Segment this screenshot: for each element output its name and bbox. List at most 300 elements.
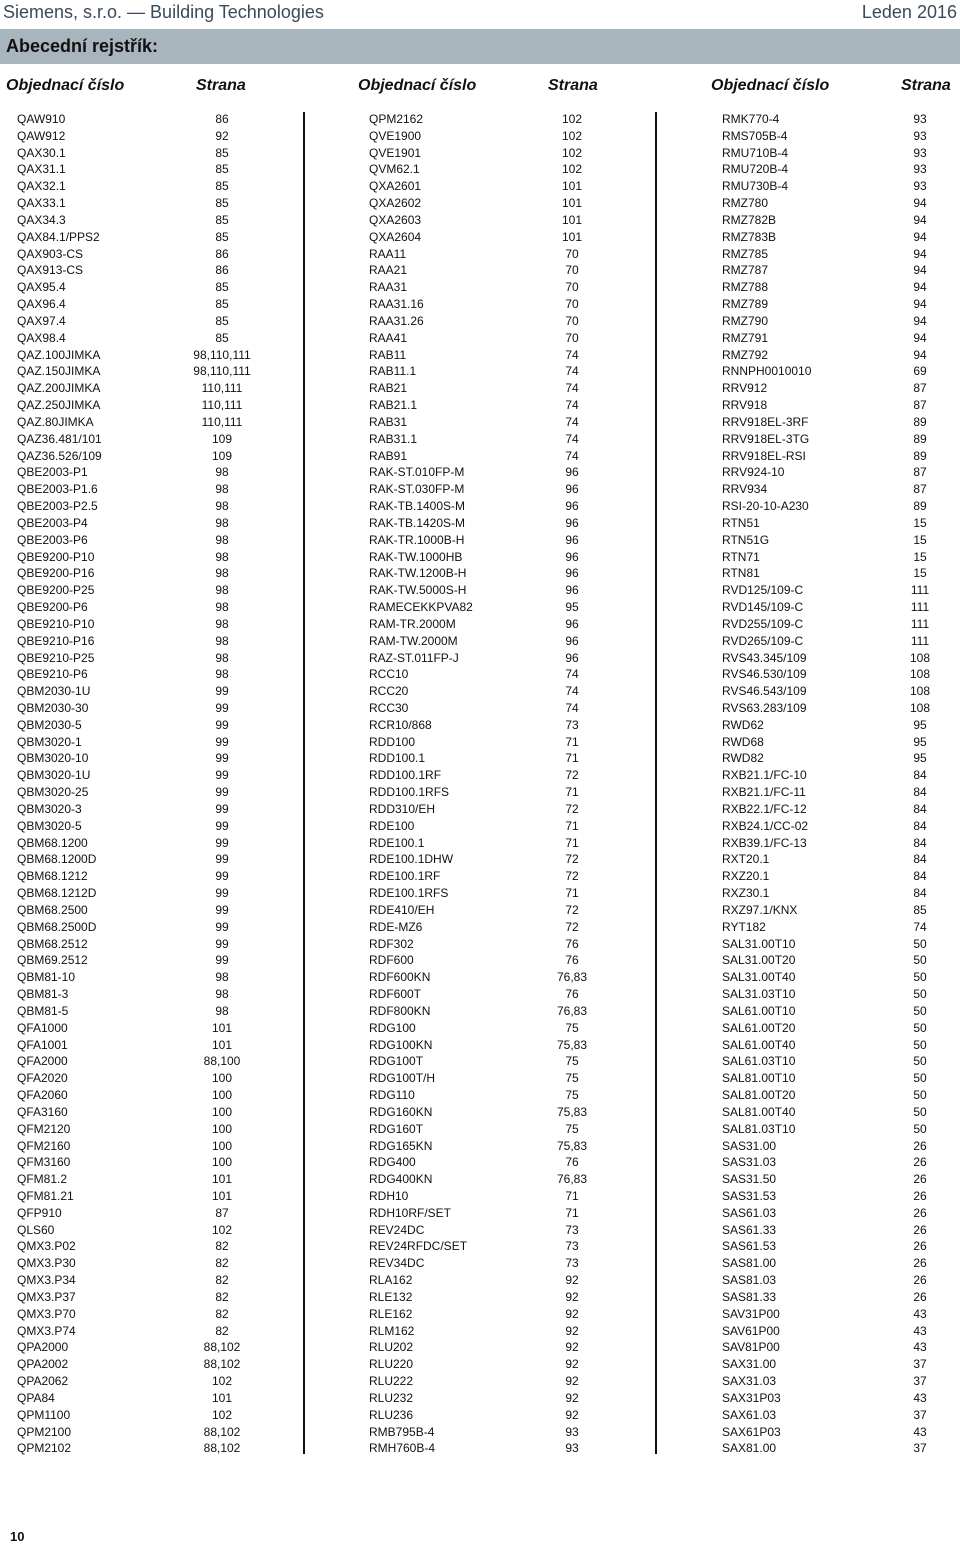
- order-number: QAX31.1: [17, 162, 66, 177]
- list-item: [722, 1003, 960, 1020]
- order-number: QBM3020-3: [17, 801, 82, 816]
- order-number: RTN71: [722, 549, 760, 564]
- list-item: [722, 464, 960, 481]
- list-item: [722, 380, 960, 397]
- page-reference: 84: [913, 852, 927, 867]
- order-number: RMU710B-4: [722, 145, 789, 160]
- list-item: [369, 481, 609, 498]
- page-reference: 108: [909, 684, 931, 699]
- order-number: QBM68.1200D: [17, 852, 97, 867]
- list-item: [17, 969, 257, 986]
- list-item: [17, 1104, 257, 1121]
- list-item: [722, 1138, 960, 1155]
- page-reference: 74: [565, 667, 579, 682]
- page-reference: 98: [215, 970, 229, 985]
- order-number: QAX32.1: [17, 179, 66, 194]
- order-number: QBE2003-P6: [17, 532, 88, 547]
- order-number: RMZ789: [722, 297, 769, 312]
- order-number: RAZ-ST.011FP-J: [369, 650, 459, 665]
- list-item: [17, 1356, 257, 1373]
- page-reference: 85: [215, 196, 229, 211]
- list-item: [17, 464, 257, 481]
- page-reference: 99: [215, 936, 229, 951]
- page-reference: 98: [215, 549, 229, 564]
- order-number: RDG160T: [369, 1121, 424, 1136]
- order-number: QFM2160: [17, 1138, 71, 1153]
- page-reference: 93: [565, 1424, 579, 1439]
- list-item: [369, 229, 609, 246]
- order-number: QBM2030-30: [17, 700, 89, 715]
- order-number: RWD68: [722, 734, 764, 749]
- page-reference: 93: [565, 1441, 579, 1456]
- list-item: [17, 347, 257, 364]
- list-item: [369, 633, 609, 650]
- list-item: [17, 717, 257, 734]
- order-number: RDG100T: [369, 1054, 424, 1069]
- list-item: [722, 128, 960, 145]
- list-item: [17, 1339, 257, 1356]
- page-reference: 71: [565, 751, 579, 766]
- page-reference: 108: [909, 650, 931, 665]
- order-number: QAX95.4: [17, 280, 66, 295]
- list-item: [369, 262, 609, 279]
- list-item: [722, 885, 960, 902]
- list-item: [722, 750, 960, 767]
- order-number: SAS31.53: [722, 1189, 777, 1203]
- page-reference: 37: [913, 1374, 927, 1389]
- order-number: RVD145/109-C: [722, 600, 804, 615]
- page-reference: 102: [211, 1222, 233, 1237]
- list-item: [722, 195, 960, 212]
- list-item: [722, 818, 960, 835]
- order-number: REV24DC: [369, 1222, 425, 1237]
- list-item: [722, 1323, 960, 1340]
- page-reference: 99: [215, 886, 229, 901]
- order-number: RAK-TW.5000S-H: [369, 583, 467, 598]
- order-number: RLM162: [369, 1323, 415, 1338]
- order-number: QBM68.1200: [17, 835, 88, 850]
- order-number: RLA162: [369, 1273, 413, 1288]
- list-item: [722, 1053, 960, 1070]
- page-reference: 96: [565, 583, 579, 598]
- page-reference: 99: [215, 869, 229, 884]
- page-reference: 50: [913, 1071, 927, 1086]
- list-item: [369, 919, 609, 936]
- list-item: [722, 498, 960, 515]
- page-reference: 74: [565, 431, 579, 446]
- order-number: QXA2602: [369, 196, 422, 211]
- list-item: [369, 717, 609, 734]
- page-reference: 93: [913, 179, 927, 194]
- page-reference: 99: [215, 902, 229, 917]
- list-item: [722, 700, 960, 717]
- page-reference: 92: [565, 1289, 579, 1304]
- list-item: [369, 986, 609, 1003]
- page-reference: 87: [215, 1205, 229, 1220]
- order-number: SAL81.00T20: [722, 1088, 796, 1103]
- order-number: QBM2030-1U: [17, 684, 91, 699]
- order-number: SAS61.33: [722, 1222, 777, 1237]
- page-reference: 71: [565, 1189, 579, 1203]
- order-number: RDG160KN: [369, 1104, 433, 1119]
- list-item: [17, 431, 257, 448]
- list-item: [722, 683, 960, 700]
- order-number: RVD255/109-C: [722, 616, 804, 631]
- list-item: [17, 515, 257, 532]
- page-reference: 85: [215, 212, 229, 227]
- list-item: [722, 801, 960, 818]
- list-item: [17, 363, 257, 380]
- list-item: [722, 481, 960, 498]
- page-reference: 85: [215, 179, 229, 194]
- page-reference: 82: [215, 1239, 229, 1254]
- order-number: RCC20: [369, 684, 409, 699]
- list-item: [369, 565, 609, 582]
- order-number: QAZ.150JIMKA: [17, 364, 101, 379]
- page-reference: 98: [215, 499, 229, 514]
- page-reference: 101: [211, 1020, 233, 1035]
- page-reference: 50: [913, 987, 927, 1002]
- order-number: RDD100.1RFS: [369, 785, 450, 800]
- page-reference: 87: [913, 465, 927, 480]
- page-reference: 75: [565, 1121, 579, 1136]
- page-reference: 92: [565, 1273, 579, 1288]
- page-reference: 86: [215, 263, 229, 278]
- page-reference: 101: [561, 179, 583, 194]
- page-reference: 102: [561, 145, 583, 160]
- page-reference: 94: [913, 280, 927, 295]
- column-header-code-3: Objednací číslo: [711, 77, 830, 94]
- page-reference: 71: [565, 785, 579, 800]
- list-item: [17, 986, 257, 1003]
- order-number: RDG400: [369, 1155, 416, 1170]
- index-column-2: [369, 111, 609, 1457]
- order-number: QMX3.P70: [17, 1306, 76, 1321]
- order-number: QFM81.2: [17, 1172, 68, 1187]
- list-item: [369, 279, 609, 296]
- page-reference: 96: [565, 633, 579, 648]
- list-item: [722, 1390, 960, 1407]
- page-reference: 82: [215, 1256, 229, 1271]
- order-number: QAX34.3: [17, 212, 66, 227]
- list-item: [17, 481, 257, 498]
- order-number: RMS705B-4: [722, 128, 788, 143]
- page-reference: 102: [561, 128, 583, 143]
- list-item: [17, 246, 257, 263]
- list-item: [722, 650, 960, 667]
- page-reference: 85: [215, 313, 229, 328]
- list-item: [722, 734, 960, 751]
- page-reference: 75: [565, 1020, 579, 1035]
- order-number: QBM69.2512: [17, 953, 88, 968]
- list-item: [17, 784, 257, 801]
- page-reference: 88,102: [203, 1340, 241, 1355]
- order-number: SAS31.00: [722, 1138, 777, 1153]
- order-number: QAZ.100JIMKA: [17, 347, 101, 362]
- order-number: RDF600KN: [369, 970, 431, 985]
- list-item: [722, 835, 960, 852]
- page-reference: 50: [913, 1020, 927, 1035]
- order-number: RDE-MZ6: [369, 919, 423, 934]
- list-item: [369, 161, 609, 178]
- list-item: [369, 582, 609, 599]
- page-reference: 85: [215, 297, 229, 312]
- order-number: QFA1000: [17, 1020, 68, 1035]
- page-reference: 50: [913, 1121, 927, 1136]
- order-number: QPM2162: [369, 112, 424, 126]
- page-reference: 101: [211, 1390, 233, 1405]
- list-item: [369, 1138, 609, 1155]
- order-number: QAZ.200JIMKA: [17, 381, 101, 396]
- page-reference: 110,111: [201, 414, 243, 429]
- page-reference: 98,110,111: [193, 364, 251, 379]
- list-item: [369, 835, 609, 852]
- page-reference: 99: [215, 768, 229, 783]
- list-item: [369, 498, 609, 515]
- order-number: RLE132: [369, 1289, 413, 1304]
- list-item: [17, 549, 257, 566]
- order-number: QBE9210-P25: [17, 650, 95, 665]
- list-item: [722, 262, 960, 279]
- order-number: RXB24.1/CC-02: [722, 818, 809, 833]
- page-reference: 99: [215, 818, 229, 833]
- list-item: [17, 296, 257, 313]
- list-item: [722, 599, 960, 616]
- page-reference: 43: [913, 1340, 927, 1355]
- order-number: SAL31.00T10: [722, 936, 796, 951]
- page-reference: 74: [565, 700, 579, 715]
- order-number: SAS81.03: [722, 1273, 777, 1288]
- page-reference: 26: [913, 1256, 927, 1271]
- order-number: QAX903-CS: [17, 246, 84, 261]
- order-number: SAS61.53: [722, 1239, 777, 1254]
- page-reference: 88,100: [203, 1054, 241, 1069]
- list-item: [17, 700, 257, 717]
- list-item: [369, 1222, 609, 1239]
- list-item: [722, 969, 960, 986]
- list-item: [722, 936, 960, 953]
- list-item: [369, 818, 609, 835]
- page-reference: 75,83: [556, 1037, 588, 1052]
- list-item: [17, 532, 257, 549]
- page-reference: 100: [211, 1155, 233, 1170]
- page-reference: 84: [913, 785, 927, 800]
- order-number: SAX31P03: [722, 1390, 781, 1405]
- column-header-page-2: Strana: [548, 77, 598, 94]
- order-number: RMZ783B: [722, 229, 777, 244]
- order-number: SAL81.03T10: [722, 1121, 796, 1136]
- page-reference: 102: [211, 1374, 233, 1389]
- order-number: QBM68.2500D: [17, 919, 97, 934]
- list-item: [17, 734, 257, 751]
- list-item: [722, 1407, 960, 1424]
- page-reference: 85: [215, 145, 229, 160]
- page-reference: 88,102: [203, 1441, 241, 1456]
- page-reference: 99: [215, 734, 229, 749]
- list-item: [722, 1070, 960, 1087]
- list-item: [722, 633, 960, 650]
- list-item: [369, 700, 609, 717]
- list-item: [17, 1138, 257, 1155]
- list-item: [17, 1020, 257, 1037]
- order-number: RRV934: [722, 482, 768, 497]
- list-item: [722, 279, 960, 296]
- page-reference: 82: [215, 1306, 229, 1321]
- order-number: RAM-TR.2000M: [369, 616, 456, 631]
- order-number: RDF302: [369, 936, 414, 951]
- page-reference: 74: [565, 398, 579, 413]
- list-item: [369, 1272, 609, 1289]
- order-number: RMU730B-4: [722, 179, 789, 194]
- order-number: SAL61.00T20: [722, 1020, 796, 1035]
- page-reference: 101: [211, 1189, 233, 1203]
- page-reference: 99: [215, 852, 229, 867]
- list-item: [17, 666, 257, 683]
- page-reference: 99: [215, 700, 229, 715]
- list-item: [722, 1020, 960, 1037]
- list-item: [369, 145, 609, 162]
- list-item: [17, 835, 257, 852]
- list-item: [722, 363, 960, 380]
- order-number: RMH760B-4: [369, 1441, 436, 1456]
- page-reference: 15: [913, 515, 927, 530]
- list-item: [17, 851, 257, 868]
- page-reference: 76,83: [556, 970, 588, 985]
- page-reference: 88,102: [203, 1424, 241, 1439]
- order-number: QAX98.4: [17, 330, 66, 345]
- list-item: [17, 1424, 257, 1441]
- index-column-1: [17, 111, 257, 1457]
- list-item: [369, 448, 609, 465]
- list-item: [17, 448, 257, 465]
- list-item: [722, 296, 960, 313]
- page-reference: 92: [565, 1390, 579, 1405]
- order-number: QBE2003-P2.5: [17, 499, 98, 514]
- order-number: QAX913-CS: [17, 263, 84, 278]
- page-reference: 50: [913, 1104, 927, 1119]
- list-item: [17, 1171, 257, 1188]
- order-number: RAB31.1: [369, 431, 418, 446]
- page-reference: 84: [913, 869, 927, 884]
- order-number: RTN51: [722, 515, 760, 530]
- list-item: [17, 750, 257, 767]
- order-number: REV34DC: [369, 1256, 425, 1271]
- page-reference: 74: [565, 381, 579, 396]
- order-number: RAK-TW.1200B-H: [369, 566, 467, 581]
- list-item: [17, 1373, 257, 1390]
- page-reference: 73: [565, 1222, 579, 1237]
- page-reference: 98: [215, 616, 229, 631]
- page-reference: 43: [913, 1323, 927, 1338]
- order-number: RMZ785: [722, 246, 769, 261]
- page-reference: 85: [215, 229, 229, 244]
- list-item: [722, 952, 960, 969]
- order-number: QBE2003-P4: [17, 515, 88, 530]
- list-item: [17, 1188, 257, 1205]
- page-reference: 71: [565, 818, 579, 833]
- page-reference: 86: [215, 246, 229, 261]
- page-reference: 72: [565, 801, 579, 816]
- list-item: [369, 616, 609, 633]
- page-reference: 87: [913, 381, 927, 396]
- list-item: [369, 734, 609, 751]
- order-number: QMX3.P74: [17, 1323, 76, 1338]
- order-number: QXA2601: [369, 179, 422, 194]
- order-number: QAX30.1: [17, 145, 66, 160]
- list-item: [369, 1171, 609, 1188]
- list-item: [722, 178, 960, 195]
- order-number: QBM3020-5: [17, 818, 82, 833]
- page-reference: 84: [913, 768, 927, 783]
- page-reference: 110,111: [201, 398, 243, 413]
- list-item: [17, 178, 257, 195]
- order-number: RAB31: [369, 414, 408, 429]
- order-number: QAX97.4: [17, 313, 66, 328]
- page-reference: 75,83: [556, 1104, 588, 1119]
- page-reference: 82: [215, 1289, 229, 1304]
- page-reference: 26: [913, 1138, 927, 1153]
- order-number: QPM1100: [17, 1407, 71, 1422]
- order-number: QPM2100: [17, 1424, 72, 1439]
- page-reference: 50: [913, 953, 927, 968]
- page-reference: 74: [565, 684, 579, 699]
- order-number: RDD310/EH: [369, 801, 436, 816]
- page-reference: 98: [215, 987, 229, 1002]
- list-item: [369, 1323, 609, 1340]
- page-reference: 95: [913, 751, 927, 766]
- page-reference: 87: [913, 482, 927, 497]
- order-number: QBM3020-10: [17, 751, 89, 766]
- page-reference: 94: [913, 229, 927, 244]
- order-number: QFA2000: [17, 1054, 68, 1069]
- list-item: [722, 515, 960, 532]
- page-reference: 75: [565, 1088, 579, 1103]
- order-number: RRV924-10: [722, 465, 785, 480]
- order-number: RDE100: [369, 818, 415, 833]
- page-reference: 70: [565, 246, 579, 261]
- list-item: [17, 1289, 257, 1306]
- page-reference: 71: [565, 835, 579, 850]
- page-reference: 108: [909, 700, 931, 715]
- page-reference: 101: [561, 229, 583, 244]
- order-number: RAA31.16: [369, 297, 424, 312]
- page-reference: 99: [215, 953, 229, 968]
- list-item: [369, 885, 609, 902]
- page-reference: 50: [913, 936, 927, 951]
- list-item: [369, 414, 609, 431]
- order-number: RXZ97.1/KNX: [722, 902, 798, 917]
- list-item: [369, 464, 609, 481]
- page-reference: 74: [565, 414, 579, 429]
- list-item: [17, 1053, 257, 1070]
- page-reference: 50: [913, 1037, 927, 1052]
- page-reference: 37: [913, 1357, 927, 1372]
- page-reference: 92: [565, 1407, 579, 1422]
- order-number: QMX3.P30: [17, 1256, 76, 1271]
- list-item: [17, 313, 257, 330]
- order-number: RAB21.1: [369, 398, 418, 413]
- list-item: [369, 650, 609, 667]
- page-reference: 94: [913, 196, 927, 211]
- list-item: [722, 549, 960, 566]
- page-reference: 94: [913, 263, 927, 278]
- page-reference: 92: [565, 1374, 579, 1389]
- list-item: [722, 666, 960, 683]
- list-item: [369, 1255, 609, 1272]
- page-reference: 100: [211, 1138, 233, 1153]
- page-reference: 37: [913, 1407, 927, 1422]
- page-reference: 76: [565, 987, 579, 1002]
